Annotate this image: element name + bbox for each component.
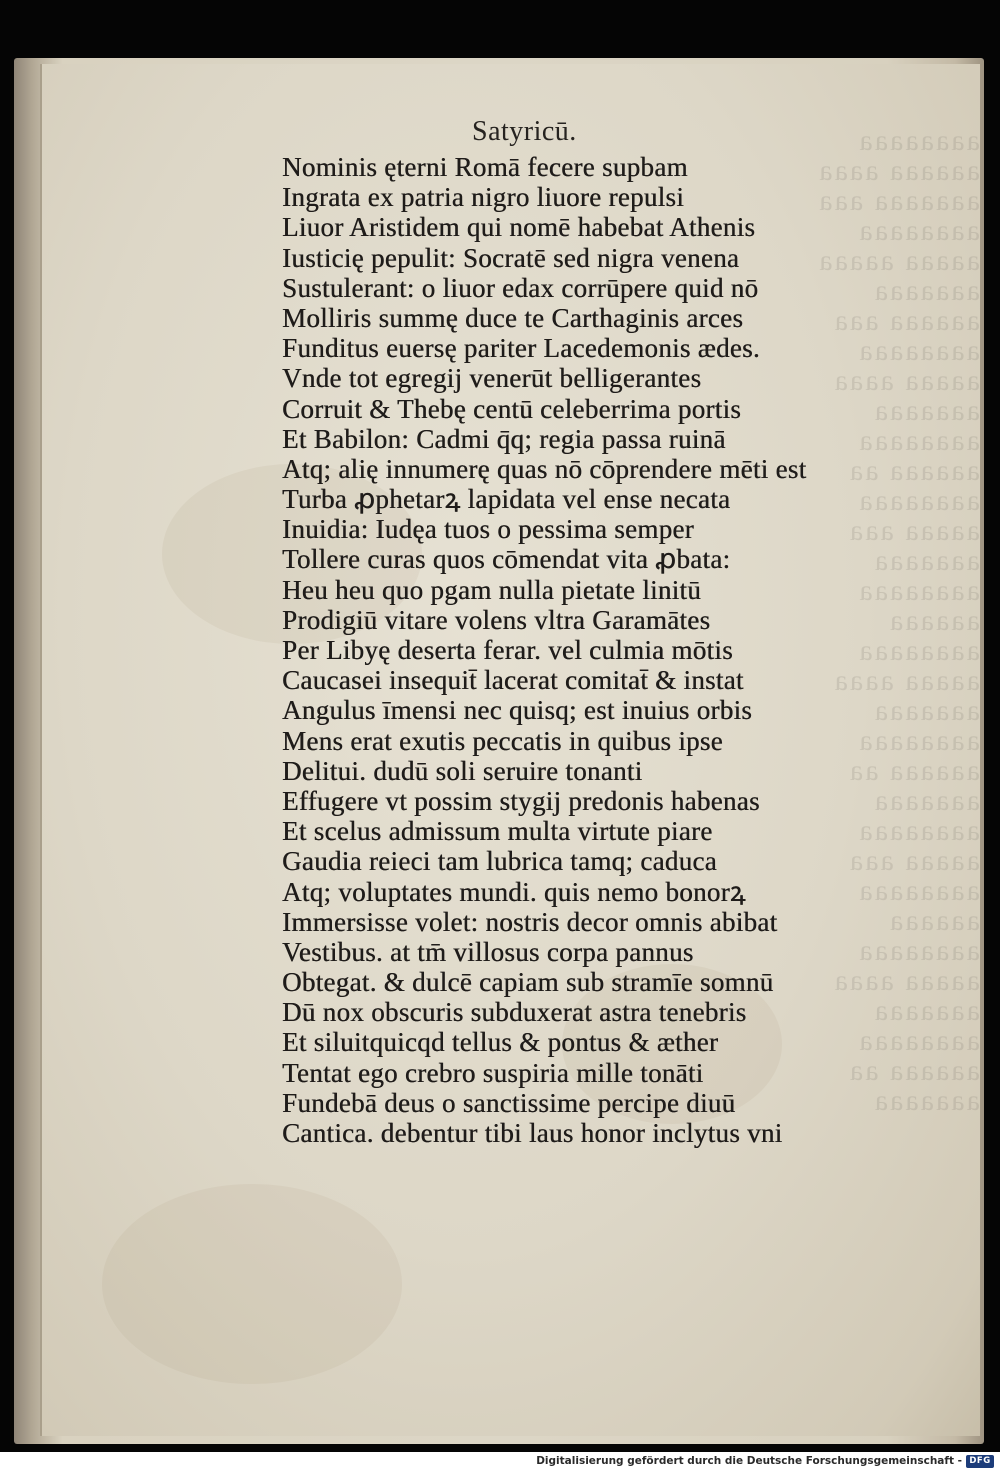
verse-line: Sustulerant: o liuor edax corrūpere quid nō <box>282 272 759 303</box>
verse-line: Delitui. dudū soli seruire tonanti <box>282 755 643 786</box>
verse-block <box>282 152 902 1148</box>
verse-line: Dū nox obscuris subduxerat astra tenebris <box>282 997 747 1028</box>
funding-credit: Digitalisierung gefördert durch die Deutsche Forschungsgemeinschaft - <box>536 1455 962 1467</box>
verse-line: Iusticię pepulit: Socratē sed nigra venena <box>282 242 740 273</box>
verse-line: Mens erat exutis peccatis in quibus ipse <box>282 725 723 756</box>
verse-line: Cantica. debentur tibi laus honor inclytus vni <box>282 1118 783 1148</box>
verse-line: Et Babilon: Cadmi q̄q; regia passa ruinā <box>282 423 726 454</box>
verse-line: Et siluitquicqd tellus & pontus & æther <box>282 1027 719 1058</box>
verse-line: Ingrata ex patria nigro liuore repulsi <box>282 182 685 213</box>
verse-line: Funditus euersę pariter Lacedemonis ædes. <box>282 333 760 364</box>
verse-line: Prodigiū vitare volens vltra Garamātes <box>282 604 711 635</box>
verse-line: Atq; voluptates mundi. quis nemo bonorꝝ <box>282 876 746 907</box>
verse-line: Turba ꝓphetarꝝ lapidata vel ense necata <box>282 484 731 515</box>
verse-line: Gaudia reieci tam lubrica tamq; caduca <box>282 846 717 877</box>
verse-line: Et scelus admissum multa virtute piare <box>282 816 713 847</box>
verse-line: Effugere vt possim stygij predonis habenas <box>282 785 760 816</box>
verse-line: Vnde tot egregij venerūt belligerantes <box>282 363 702 394</box>
dfg-logo: DFG <box>966 1455 994 1468</box>
verse-line: Per Libyę deserta ferar. vel culmia mōtis <box>282 635 733 665</box>
page-stain <box>102 1184 402 1384</box>
verse-line: Liuor Aristidem qui nomē habebat Athenis <box>282 212 756 243</box>
verse-line: Inuidia: Iudęa tuos o pessima semper <box>282 514 694 545</box>
verse-line: Fundebā deus o sanctissime percipe diuū <box>282 1087 736 1118</box>
verse-line: Nominis ęterni Romā fecere supbam <box>282 152 688 182</box>
verse-line: Angulus īmensi nec quisq; est inuius orbis <box>282 695 753 726</box>
running-header: Satyricū. <box>472 116 577 147</box>
verse-line: Tollere curas quos cōmendat vita ꝓbata: <box>282 544 731 575</box>
verse-line: Atq; alię innumerę quas nō cōprendere mēti est <box>282 453 807 484</box>
verse-line: Molliris summę duce te Carthaginis arces <box>282 302 744 333</box>
verse-line: Obtegat. & dulcē capiam sub stramīe somnū <box>282 967 774 998</box>
show-through-text: aaaaaaaa aaaaaa aaaa aaaaaaa aaa aaaaaaaa aaaaa aaaaa aaaaaaa aaaaaa aaa aaaaaaaa aaaaa aaaa aaaaaaa aaaaaaaa aaaaaa aa aaaaaaaa aaaaa aaa aaaaaaa aaaaaaaa aaaaaa aaaaaaaa aaaaa aaaa aaaaaaa aaaaaaaa aaaaaa aa aaaaaaa aaaaaaaa aaaaa aaa aaaaaaaa aaaaaa aaaaaaaa aaaaa aaaa aaaaaaa aaaaaaaa aaaaaa aa aaaaaaa <box>817 124 980 1117</box>
verse-line: Corruit & Thebę centū celeberrima portis <box>282 393 742 424</box>
verse-line: Vestibus. at tm̄ villosus corpa pannus <box>282 936 694 967</box>
verse-line: Tentat ego crebro suspiria mille tonāti <box>282 1057 704 1088</box>
verse-line: Immersisse volet: nostris decor omnis abibat <box>282 906 778 937</box>
verse-line: Caucasei insequit̄ lacerat comitat̄ & instat <box>282 665 744 696</box>
verse-line: Heu heu quo pgam nulla pietate linitū <box>282 574 701 605</box>
